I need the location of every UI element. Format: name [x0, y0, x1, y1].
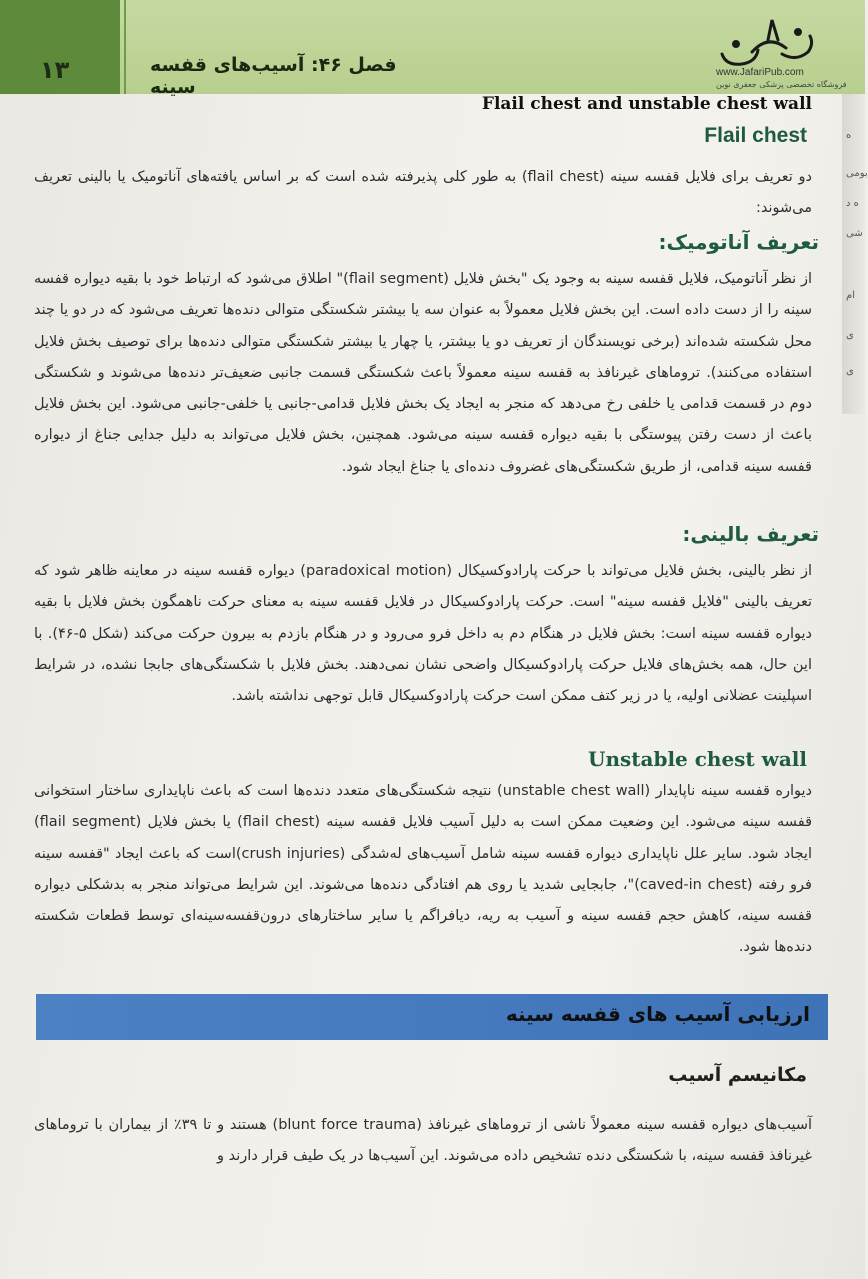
edge-fragment: بومی: [846, 168, 868, 179]
logo-subtitle: فروشگاه تخصصی پزشکی جعفری نوین: [716, 80, 847, 89]
section-bar: [36, 994, 828, 1040]
clinical-paragraph: از نظر بالینی، بخش فلایل می‌تواند با حرکت پارادوکسیکال (paradoxical motion) دیواره قفسه سینه در معاینه ظاهر شود که تعریف بالینی "فلایل قفسه سینه" است. حرکت پارادوکسیکال در فلایل قفسه سینه به معنای حرکت ناهمگون بخش فلایل با بقیه دیواره قفسه سینه است: بخش فلایل در هنگام دم به داخل فرو می‌رود و در هنگام بازدم به بیرون حرکت می‌کند (شکل ۵-۴۶). با این حال، همه بخش‌های فلایل حرکت پارادوکسیکال واضحی نشان نمی‌دهند. بخش فلایل با شکستگی‌های جابجا نشده، در شرایط اسپلینت عضلانی اولیه، یا در زیر کتف ممکن است حرکت پارادوکسیکال قابل توجهی نداشته باشد.: [34, 563, 812, 705]
edge-fragment: ی: [846, 366, 854, 377]
clinical-definition-heading: تعریف بالینی:: [682, 522, 819, 546]
edge-fragment: شی: [846, 228, 863, 239]
intro-paragraph: دو تعریف برای فلایل قفسه سینه (flail chest) به طور کلی پذیرفته شده است که بر اساس یافته‌های آناتومیک یا بالینی تعریف می‌شوند:: [34, 169, 812, 217]
edge-fragment: ه: [846, 130, 852, 141]
edge-fragment: ه د: [846, 198, 859, 209]
section-title-english: Flail chest and unstable chest wall: [481, 94, 812, 114]
anatomic-paragraph: از نظر آناتومیک، فلایل قفسه سینه به وجود یک "بخش فلایل (flail segment)" اطلاق می‌شود که ارتباط خود با بقیه دیواره قفسه سینه را از دست داده است. این بخش فلایل معمولاً به عنوان سه یا بیشتر شکستگی متوالی دنده‌ها تعریف می‌شود که در دو یا چند محل شکسته شده‌اند (برخی نویسندگان از تعریف دو یا بیشتر، یا چهار یا بیشتر شکستگی متوالی دنده‌ها برای توصیف بخش فلایل استفاده می‌کنند). تروماهای غیرنافذ به قفسه سینه معمولاً باعث شکستگی قسمت جانبی ضعیف‌تر دنده‌ها می‌شوند و شکستگی دوم در قسمت قدامی یا خلفی رخ می‌دهد که منجر به ایجاد یک بخش فلایل قدامی-جانبی یا خلفی-جانبی می‌شود. این بخش فلایل باعث از دست رفتن پیوستگی با بقیه دیواره قفسه سینه می‌شود. همچنین، بخش فلایل می‌تواند به دلیل جدایی جناغ از دیواره قفسه سینه قدامی، از طریق شکستگی‌های غضروف دنده‌ای یا جناغ ایجاد شود.: [34, 271, 812, 475]
anatomic-definition-heading: تعریف آناتومیک:: [658, 230, 819, 254]
edge-fragment: ی: [846, 330, 854, 341]
unstable-paragraph: دیواره قفسه سینه ناپایدار (unstable chest wall) نتیجه شکستگی‌های متعدد دنده‌ها است که باعث ناپایداری ساختار استخوانی قفسه سینه می‌شود. این وضعیت ممکن است به دلیل آسیب فلایل قفسه سینه (flail chest) یا بخش فلایل (flail segment) ایجاد شود. سایر علل ناپایداری دیواره قفسه سینه شامل آسیب‌های له‌شدگی (crush injuries)است که باعث ایجاد "قفسه سینه فرو رفته (caved-in chest)"، جابجایی شدید یا روی هم افتادگی دنده‌ها می‌شوند. این شرایط می‌تواند منجر به بدشکلی دیواره قفسه سینه، کاهش حجم قفسه سینه و آسیب به ریه، دیافراگم یا سایر ساختارهای درون‌قفسه‌سینه‌ای توسط قطعات شکسته دنده‌ها شود.: [34, 783, 813, 956]
flail-chest-heading: Flail chest: [704, 124, 807, 147]
header-divider: [124, 0, 126, 94]
mechanism-paragraph: آسیب‌های دیواره قفسه سینه معمولاً ناشی از تروماهای غیرنافذ (blunt force trauma) هستند و تا ۳۹٪ از بیماران با تروماهای غیرنافذ قفسه سینه، با شکستگی دنده تشخیص داده می‌شوند. این آسیب‌ها در یک طیف قرار دارند و: [34, 1117, 812, 1165]
mechanism-heading: مکانیسم آسیب: [668, 1064, 807, 1086]
logo-url: www.JafariPub.com: [716, 67, 804, 78]
page-number: ۱۳: [40, 56, 70, 84]
section-bar-title: ارزیابی آسیب های قفسه سینه: [505, 1002, 810, 1026]
edge-fragment: ام: [846, 290, 855, 301]
chapter-title: فصل ۴۶: آسیب‌های قفسه سینه: [150, 54, 397, 98]
unstable-chest-wall-heading: Unstable chest wall: [588, 747, 807, 771]
